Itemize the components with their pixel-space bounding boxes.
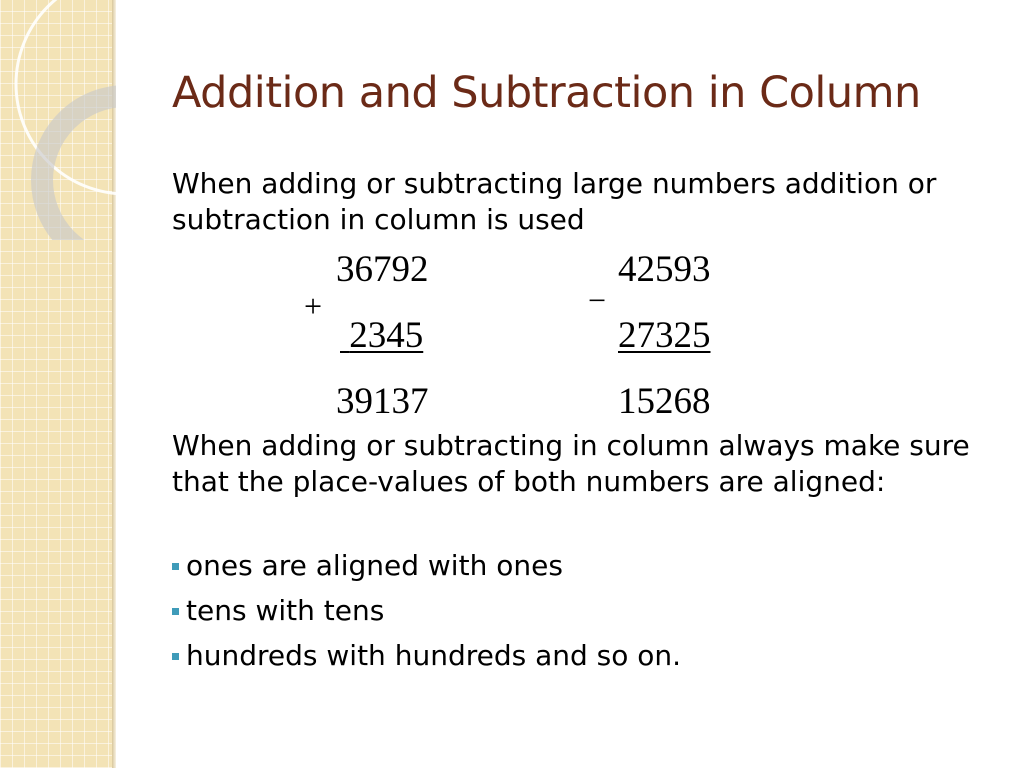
bullet-text: hundreds with hundreds and so on. [186,639,682,672]
subtraction-first-number: 42593 [618,249,711,290]
bullet-item [172,548,681,584]
square-bullet-icon [172,653,179,660]
addition-second-number [340,316,423,356]
bullet-text: ones are aligned with ones [186,549,563,582]
intro-text: When adding or subtracting large numbers addition or subtraction in column is used [172,167,937,236]
bullet-item [172,593,681,629]
bullet-text: tens with tens [186,594,385,627]
addition-result: 39137 [336,381,429,422]
square-bullet-icon [172,608,179,615]
addition-second-digits: 2345 [349,315,424,356]
square-bullet-icon [172,563,179,570]
minus-sign: − [588,282,607,318]
alignment-rule-text: When adding or subtracting in column always make sure that the place-values of both numbers are aligned: [172,429,970,498]
bullet-list [172,548,681,683]
subtraction-second-number: 27325 [618,315,711,356]
subtraction-result: 15268 [618,381,711,422]
bullet-item [172,638,681,674]
slide-title: Addition and Subtraction in Column [172,68,921,118]
decorative-circles [0,0,200,240]
plus-sign: + [304,288,323,324]
addition-first-number: 36792 [336,249,429,290]
